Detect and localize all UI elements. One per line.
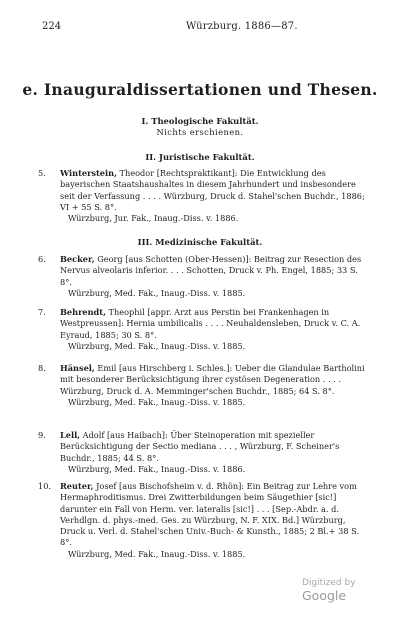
entry-number: 9.	[38, 430, 46, 440]
entry-text: Theophil [appr. Arzt aus Perstin bei Frankenhagen in Westpreussen]: Hernia umbilicalis . . . . Neuhaldensleben, Druck v. C. A. Eyraud, 1885; 30 S. 8°.	[60, 307, 361, 340]
medicine-faculty-heading: III. Medizinische Fakultät.	[137, 237, 263, 247]
theology-faculty-heading: I. Theologische Fakultät.	[141, 116, 259, 126]
entry-text: Georg [aus Schotten (Ober-Hessen)]: Beitrag zur Resection des Nervus alveolaris inferior. . . . Schotten, Druck v. Ph. Engel, 1885; 33 S. 8°.	[60, 254, 362, 287]
theology-faculty-note: Nichts erschienen.	[156, 127, 244, 137]
dissertation-entry	[38, 307, 368, 352]
entry-author: Becker,	[60, 254, 95, 264]
entry-meta: Würzburg, Med. Fak., Inaug.-Diss. v. 1885.	[68, 548, 246, 559]
section-title: e. Inauguraldissertationen und Thesen.	[22, 80, 378, 99]
law-faculty-heading: II. Juristische Fakultät.	[145, 152, 255, 162]
entry-number: 10.	[38, 481, 52, 491]
entry-text: Theodor [Rechtspraktikant]: Die Entwicklung des bayerischen Staatshaushaltes in diesem Jahrhundert und insbesondere seit der Verfassung . . . . Würzburg, Druck d. Stahel'schen Buchdr., 1886; VI + 55 S. 8°.	[60, 168, 365, 212]
page-header	[42, 21, 362, 35]
entry-number: 7.	[38, 307, 46, 317]
entry-meta: Würzburg, Med. Fak., Inaug.-Diss. v. 1885.	[68, 287, 246, 298]
dissertation-entry	[38, 430, 368, 475]
entry-meta: Würzburg, Med. Fak., Inaug.-Diss. v. 1885.	[68, 340, 246, 351]
google-logo: Google	[302, 588, 347, 603]
entry-number: 5.	[38, 168, 46, 178]
entry-meta: Würzburg, Med. Fak., Inaug.-Diss. v. 1886.	[68, 463, 246, 474]
entry-number: 8.	[38, 363, 46, 373]
running-title: Würzburg. 1886—87.	[186, 21, 298, 32]
entry-author: Reuter,	[60, 481, 94, 491]
dissertation-entry	[38, 168, 368, 224]
entry-author: Winterstein,	[60, 168, 117, 178]
entry-text: Emil [aus Hirschberg i. Schles.]: Ueber die Glandulae Bartholini mit besonderer Berücksichtigung ihrer cystösen Degeneration . . . . Würzburg, Druck d. A. Memminger'schen Buchdr., 1885; 64 S. 8°.	[60, 363, 365, 396]
entry-author: Lell,	[60, 430, 81, 440]
digitization-watermark	[302, 578, 400, 603]
entry-author: Hänsel,	[60, 363, 95, 373]
entry-text: Adolf [aus Haibach]: Über Steinoperation mit spezieller Berücksichtigung der Sectio mediana . . . , Würzburg, F. Scheiner's Buchdr., 1885; 44 S. 8°.	[60, 430, 340, 463]
dissertation-entry	[38, 481, 368, 560]
dissertation-entry	[38, 254, 368, 299]
dissertation-entry	[38, 363, 368, 408]
entry-author: Behrendt,	[60, 307, 106, 317]
entry-number: 6.	[38, 254, 46, 264]
entry-text: Josef [aus Bischofsheim v. d. Rhön]: Ein Beitrag zur Lehre vom Hermaphroditismus. Drei Zwitterbildungen beim Säugethier [sic!] darunter ein Fall von Herm. ver. lateralis [sic!] . . . [Sep.-Abdr. a. d. Verhdlgn. d. phys.-med. Ges. zu Würzburg, N. F. XIX. Bd.] Würzburg, Druck u. Verl. d. Stahel'schen Univ.-Buch- & Kunsth., 1885; 2 Bl.+ 38 S. 8°.	[60, 481, 360, 548]
entry-meta: Würzburg, Med. Fak., Inaug.-Diss. v. 1885.	[68, 396, 246, 407]
page-number: 224	[42, 21, 62, 32]
entry-meta: Würzburg, Jur. Fak., Inaug.-Diss. v. 1886.	[68, 213, 239, 224]
watermark-prefix: Digitized by	[302, 578, 356, 588]
